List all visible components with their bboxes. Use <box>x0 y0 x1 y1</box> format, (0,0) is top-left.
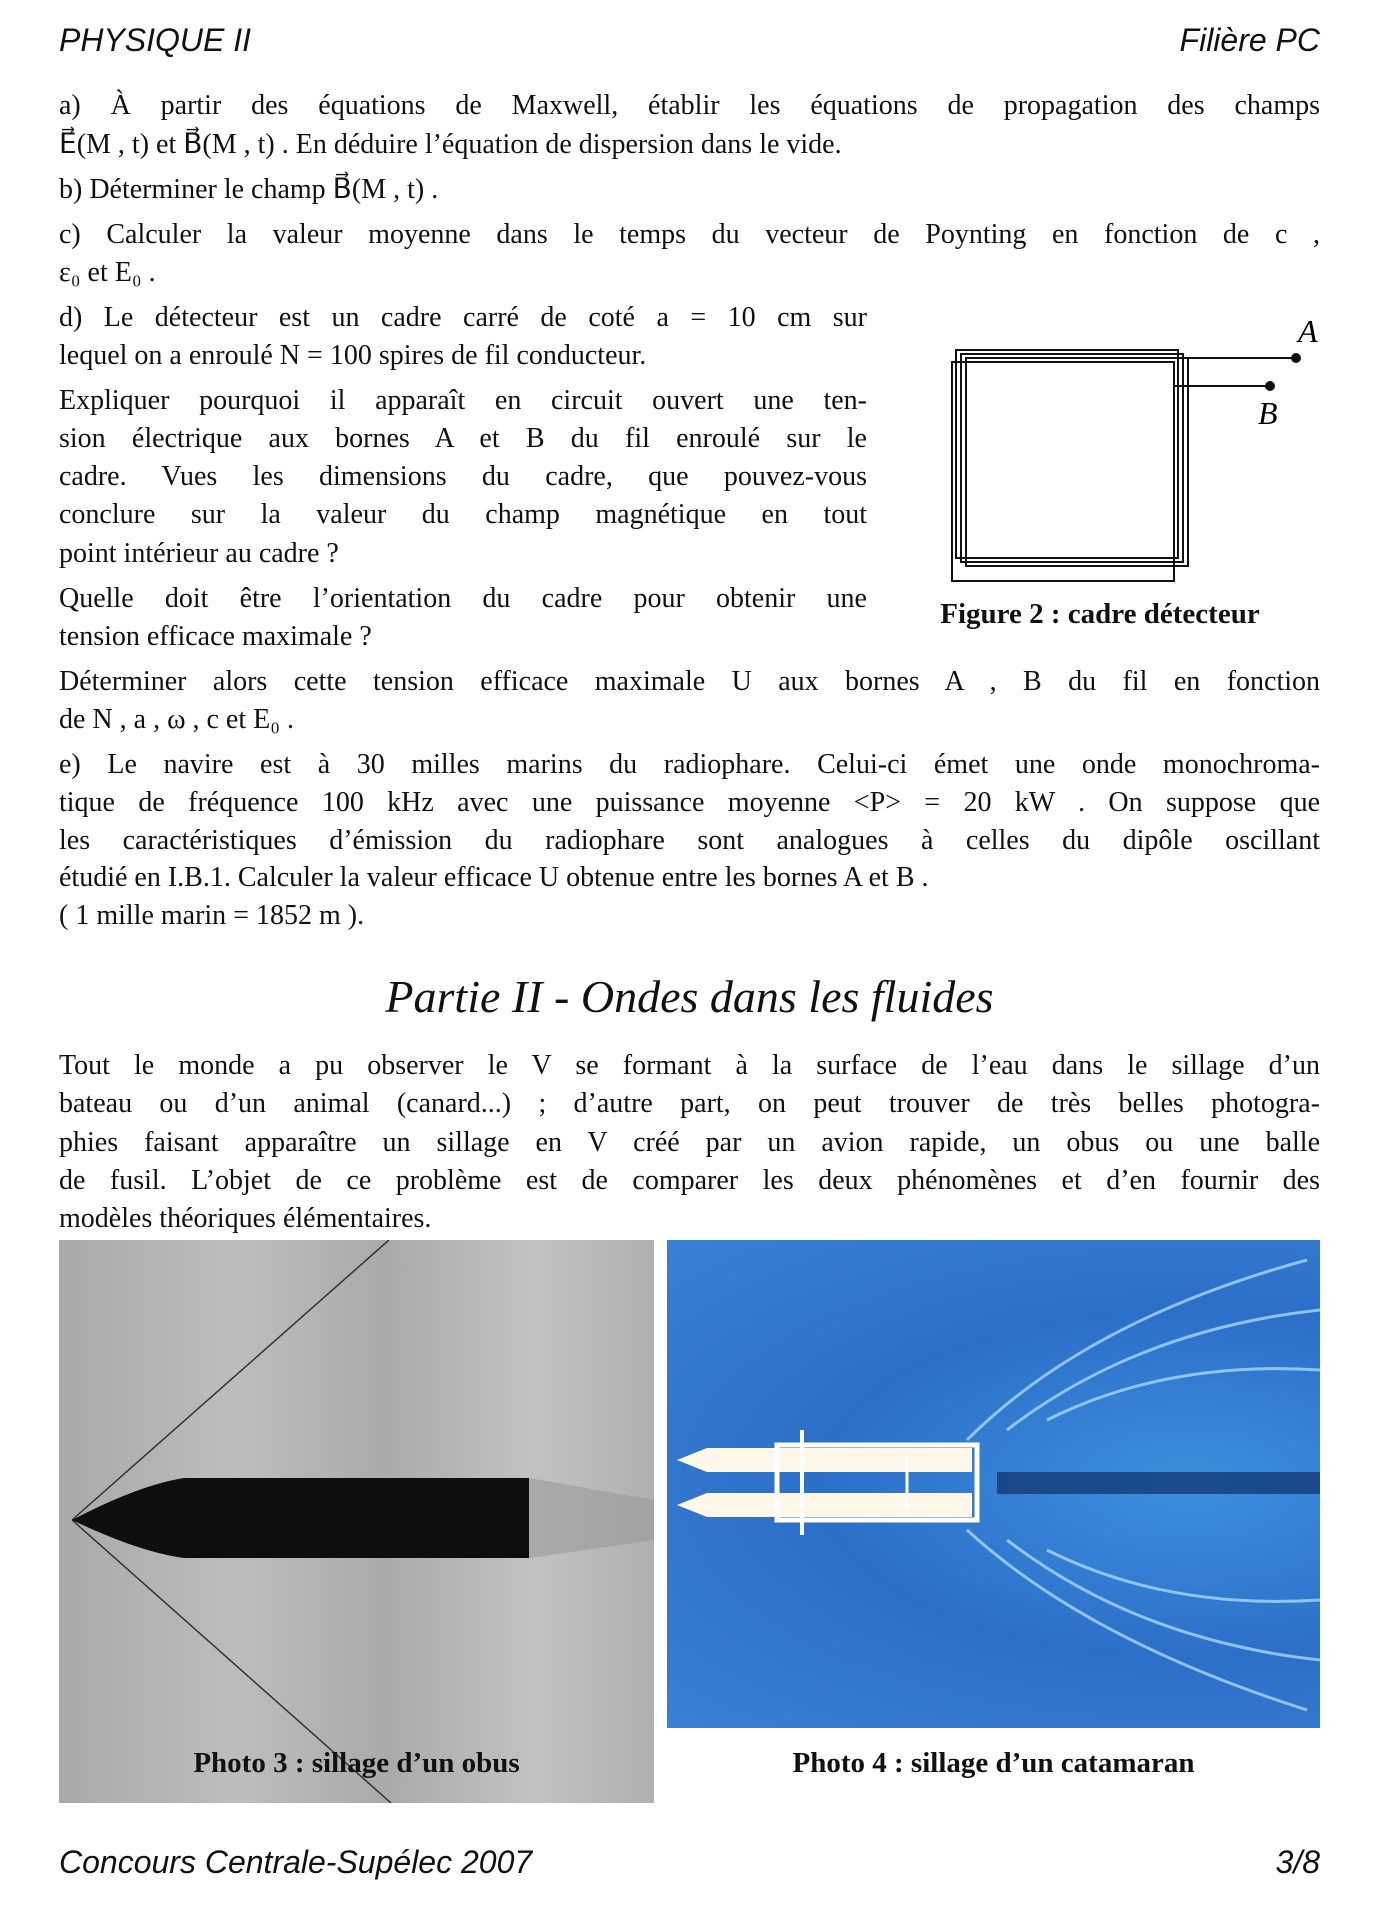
photo-4-caption: Photo 4 : sillage d’un catamaran <box>792 1747 1195 1779</box>
text-line: d) Le détecteur est un cadre carré de coté a = 10 cm sur <box>59 302 867 333</box>
header-track: Filière PC <box>1179 22 1320 58</box>
text-line: e) Le navire est à 30 milles marins du radiophare. Celui-ci émet une onde monochroma- <box>59 749 1320 780</box>
figure-2-detector-frame <box>940 320 1320 590</box>
text-line: sion électrique aux bornes A et B du fil enroulé sur le <box>59 423 867 454</box>
label-b: B <box>1258 395 1278 431</box>
text-line: de fusil. L’objet de ce problème est de comparer les deux phénomènes et d’en fournir des <box>59 1165 1320 1196</box>
text-line: étudié en I.B.1. Calculer la valeur efficace U obtenue entre les bornes A et B . <box>59 862 929 893</box>
text-line: lequel on a enroulé N = 100 spires de fil conducteur. <box>59 340 647 371</box>
text-line: ( 1 mille marin = 1852 m ). <box>59 900 365 931</box>
text-line: c) Calculer la valeur moyenne dans le temps du vecteur de Poynting en fonction de c , <box>59 219 1320 250</box>
text-line: Quelle doit être l’orientation du cadre pour obtenir une <box>59 583 867 614</box>
section-title: Partie II - Ondes dans les fluides <box>385 971 994 1022</box>
text-line: de N , a , ω , c et E₀ . <box>59 704 295 735</box>
footer-contest: Concours Centrale-Supélec 2007 <box>59 1844 533 1880</box>
footer-page-number: 3/8 <box>1275 1844 1320 1880</box>
shell-illustration <box>59 1240 654 1803</box>
text-line: cadre. Vues les dimensions du cadre, que pouvez-vous <box>59 461 867 492</box>
label-a: A <box>1298 320 1318 349</box>
text-line: a) À partir des équations de Maxwell, établir les équations de propagation des champs <box>59 90 1320 121</box>
text-line: Tout le monde a pu observer le V se formant à la surface de l’eau dans le sillage d’un <box>59 1050 1320 1081</box>
text-line: Expliquer pourquoi il apparaît en circuit ouvert une ten- <box>59 385 867 416</box>
text-line: modèles théoriques élémentaires. <box>59 1203 432 1234</box>
text-line: les caractéristiques d’émission du radiophare sont analogues à celles du dipôle oscillant <box>59 825 1320 856</box>
photo-3-caption: Photo 3 : sillage d’un obus <box>193 1747 520 1779</box>
text-line: ε₀ et E₀ . <box>59 257 156 288</box>
text-line: b) Déterminer le champ B⃗(M , t) . <box>59 174 439 205</box>
text-line: Déterminer alors cette tension efficace maximale U aux bornes A , B du fil en fonction <box>59 666 1320 697</box>
text-line: E⃗(M , t) et B⃗(M , t) . En déduire l’équation de dispersion dans le vide. <box>59 129 842 160</box>
catamaran-illustration <box>667 1240 1320 1728</box>
text-line: tension efficace maximale ? <box>59 621 372 652</box>
header-subject: PHYSIQUE II <box>59 22 252 58</box>
text-line: phies faisant apparaître un sillage en V créé par un avion rapide, un obus ou une balle <box>59 1127 1320 1158</box>
text-line: conclure sur la valeur du champ magnétique en tout <box>59 499 867 530</box>
figure-2-caption: Figure 2 : cadre détecteur <box>940 598 1260 630</box>
text-line: tique de fréquence 100 kHz avec une puissance moyenne <P> = 20 kW . On suppose que <box>59 787 1320 818</box>
text-line: bateau ou d’un animal (canard...) ; d’autre part, on peut trouver de très belles photogra- <box>59 1088 1320 1119</box>
photo-3-shell-wake <box>59 1240 654 1803</box>
terminal-a <box>1291 353 1301 363</box>
photo-4-catamaran-wake <box>667 1240 1320 1728</box>
text-line: point intérieur au cadre ? <box>59 538 339 569</box>
terminal-b <box>1265 381 1275 391</box>
